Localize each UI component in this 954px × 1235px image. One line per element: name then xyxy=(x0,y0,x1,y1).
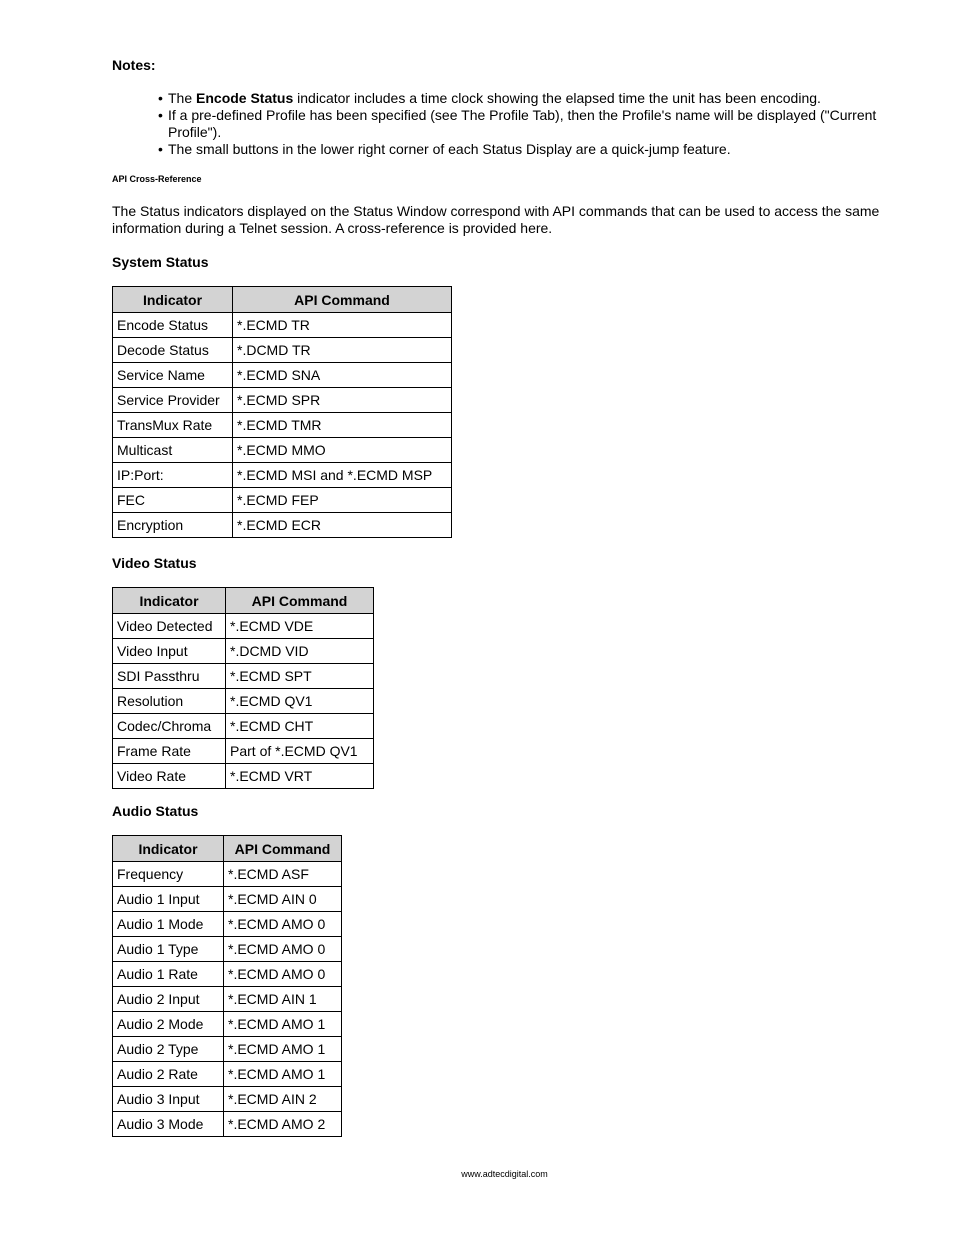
table-row xyxy=(113,413,452,438)
api-command-cell: *.ECMD TMR xyxy=(233,413,452,438)
notes-heading: Notes: xyxy=(112,57,156,73)
api-command-cell: *.ECMD AIN 2 xyxy=(224,1087,342,1112)
table-row xyxy=(113,1087,342,1112)
indicator-cell: Audio 1 Input xyxy=(113,887,224,912)
indicator-cell: Audio 1 Mode xyxy=(113,912,224,937)
indicator-cell: Audio 2 Rate xyxy=(113,1062,224,1087)
api-command-cell: *.ECMD FEP xyxy=(233,488,452,513)
indicator-cell: Audio 3 Input xyxy=(113,1087,224,1112)
api-command-cell: *.ECMD MMO xyxy=(233,438,452,463)
indicator-cell: Audio 3 Mode xyxy=(113,1112,224,1137)
api-command-cell: *.ECMD AMO 1 xyxy=(224,1012,342,1037)
api-command-cell: *.ECMD CHT xyxy=(226,714,374,739)
table-row xyxy=(113,664,374,689)
table-row xyxy=(113,1037,342,1062)
column-header-indicator: Indicator xyxy=(113,287,233,313)
table-row xyxy=(113,1012,342,1037)
indicator-cell: Encode Status xyxy=(113,313,233,338)
indicator-cell: IP:Port: xyxy=(113,463,233,488)
table-row xyxy=(113,764,374,789)
audio-status-title: Audio Status xyxy=(112,803,199,819)
api-command-cell: *.ECMD AMO 1 xyxy=(224,1037,342,1062)
table-row xyxy=(113,338,452,363)
api-command-cell: *.ECMD ECR xyxy=(233,513,452,538)
api-command-cell: *.ECMD AMO 0 xyxy=(224,962,342,987)
intro-paragraph: The Status indicators displayed on the Status Window correspond with API commands that can be used to access the same information during a Telnet session. A cross-reference is provided here. xyxy=(112,203,880,236)
table-row xyxy=(113,862,342,887)
indicator-cell: Video Rate xyxy=(113,764,226,789)
indicator-cell: Video Input xyxy=(113,639,226,664)
table-row xyxy=(113,388,452,413)
video-status-title: Video Status xyxy=(112,555,197,571)
api-command-cell: *.ECMD VRT xyxy=(226,764,374,789)
indicator-cell: Multicast xyxy=(113,438,233,463)
table-row xyxy=(113,1112,342,1137)
table-row xyxy=(113,714,374,739)
table-row xyxy=(113,739,374,764)
api-command-cell: Part of *.ECMD QV1 xyxy=(226,739,374,764)
note-item: • The small buttons in the lower right corner of each Status Display are a quick-jump feature. xyxy=(158,141,898,158)
note-item: • If a pre-defined Profile has been specified (see The Profile Tab), then the Profile's name will be displayed ("Current Profile"). xyxy=(158,107,898,141)
audio-status-table xyxy=(112,835,342,1137)
api-command-cell: *.ECMD AIN 0 xyxy=(224,887,342,912)
indicator-cell: Frame Rate xyxy=(113,739,226,764)
table-row xyxy=(113,513,452,538)
api-command-cell: *.ECMD AMO 0 xyxy=(224,937,342,962)
note-item: • The Encode Status indicator includes a time clock showing the elapsed time the unit has been encoding. xyxy=(158,90,898,107)
api-command-cell: *.DCMD TR xyxy=(233,338,452,363)
column-header-api-command: API Command xyxy=(224,836,342,862)
api-command-cell: *.ECMD TR xyxy=(233,313,452,338)
indicator-cell: FEC xyxy=(113,488,233,513)
system-status-table xyxy=(112,286,452,538)
indicator-cell: Encryption xyxy=(113,513,233,538)
column-header-indicator: Indicator xyxy=(113,836,224,862)
indicator-cell: Video Detected xyxy=(113,614,226,639)
table-row xyxy=(113,962,342,987)
indicator-cell: Audio 1 Type xyxy=(113,937,224,962)
api-command-cell: *.DCMD VID xyxy=(226,639,374,664)
api-command-cell: *.ECMD SPT xyxy=(226,664,374,689)
api-command-cell: *.ECMD VDE xyxy=(226,614,374,639)
indicator-cell: Audio 2 Input xyxy=(113,987,224,1012)
table-row xyxy=(113,313,452,338)
table-row xyxy=(113,488,452,513)
table-row xyxy=(113,463,452,488)
indicator-cell: Resolution xyxy=(113,689,226,714)
api-command-cell: *.ECMD SPR xyxy=(233,388,452,413)
indicator-cell: Decode Status xyxy=(113,338,233,363)
column-header-api-command: API Command xyxy=(233,287,452,313)
indicator-cell: Audio 2 Type xyxy=(113,1037,224,1062)
table-row xyxy=(113,987,342,1012)
system-status-title: System Status xyxy=(112,254,209,270)
api-command-cell: *.ECMD AMO 0 xyxy=(224,912,342,937)
api-command-cell: *.ECMD MSI and *.ECMD MSP xyxy=(233,463,452,488)
indicator-cell: Service Name xyxy=(113,363,233,388)
footer-url: www.adtecdigital.com xyxy=(461,1169,548,1179)
video-status-table xyxy=(112,587,374,789)
notes-list xyxy=(158,90,898,158)
api-heading: API Cross-Reference xyxy=(112,174,202,184)
table-row xyxy=(113,438,452,463)
table-row xyxy=(113,937,342,962)
indicator-cell: Service Provider xyxy=(113,388,233,413)
api-command-cell: *.ECMD SNA xyxy=(233,363,452,388)
indicator-cell: TransMux Rate xyxy=(113,413,233,438)
indicator-cell: Audio 1 Rate xyxy=(113,962,224,987)
table-row xyxy=(113,689,374,714)
indicator-cell: Codec/Chroma xyxy=(113,714,226,739)
api-command-cell: *.ECMD AMO 2 xyxy=(224,1112,342,1137)
api-command-cell: *.ECMD QV1 xyxy=(226,689,374,714)
column-header-indicator: Indicator xyxy=(113,588,226,614)
table-row xyxy=(113,639,374,664)
table-row xyxy=(113,887,342,912)
table-row xyxy=(113,363,452,388)
table-row xyxy=(113,912,342,937)
indicator-cell: Frequency xyxy=(113,862,224,887)
table-row xyxy=(113,1062,342,1087)
api-command-cell: *.ECMD ASF xyxy=(224,862,342,887)
column-header-api-command: API Command xyxy=(226,588,374,614)
api-command-cell: *.ECMD AMO 1 xyxy=(224,1062,342,1087)
indicator-cell: SDI Passthru xyxy=(113,664,226,689)
api-command-cell: *.ECMD AIN 1 xyxy=(224,987,342,1012)
indicator-cell: Audio 2 Mode xyxy=(113,1012,224,1037)
table-row xyxy=(113,614,374,639)
